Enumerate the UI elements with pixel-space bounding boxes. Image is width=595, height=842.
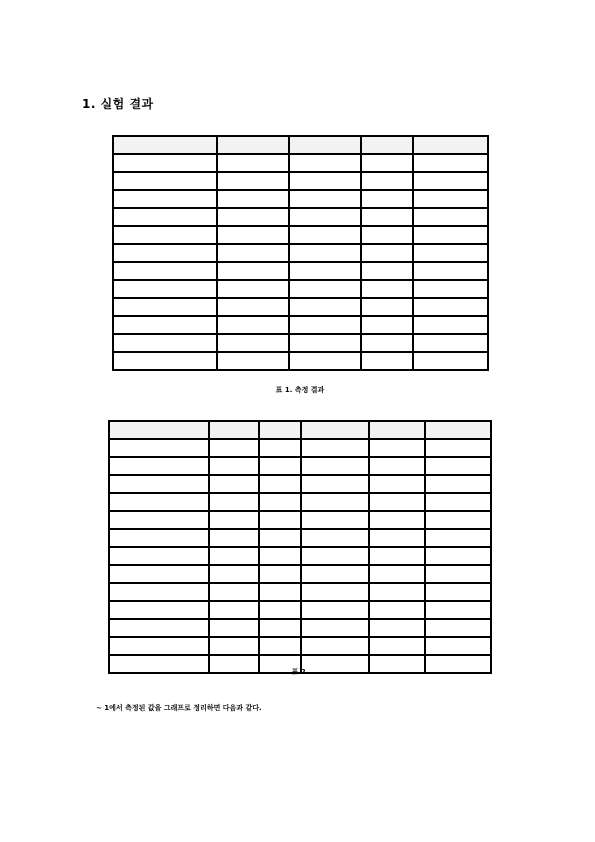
column-header <box>361 136 413 154</box>
table-row <box>109 637 491 655</box>
row-label <box>109 511 209 529</box>
row-label <box>113 244 217 262</box>
row-label <box>113 154 217 172</box>
table-cell <box>289 226 361 244</box>
row-label <box>109 547 209 565</box>
table-row <box>109 547 491 565</box>
row-label <box>113 298 217 316</box>
table-row <box>113 154 488 172</box>
table-cell <box>369 511 425 529</box>
row-label <box>113 334 217 352</box>
table-row <box>109 493 491 511</box>
table-row <box>113 316 488 334</box>
table-cell <box>289 352 361 370</box>
table-cell <box>361 298 413 316</box>
table-cell <box>361 190 413 208</box>
row-label <box>109 457 209 475</box>
table-header-row <box>113 136 488 154</box>
table-cell <box>209 439 259 457</box>
table-cell <box>361 226 413 244</box>
column-header <box>289 136 361 154</box>
row-label <box>109 619 209 637</box>
table-row <box>109 619 491 637</box>
table-row <box>113 244 488 262</box>
table-cell <box>361 280 413 298</box>
table-cell <box>217 154 289 172</box>
table-cell <box>413 352 488 370</box>
table-cell <box>413 262 488 280</box>
row-label <box>113 226 217 244</box>
table-row <box>109 457 491 475</box>
header-corner-cell <box>109 421 209 439</box>
table-row <box>113 262 488 280</box>
table-cell <box>209 547 259 565</box>
table-row <box>113 280 488 298</box>
table-row <box>113 352 488 370</box>
table-row <box>109 601 491 619</box>
table-cell <box>369 439 425 457</box>
column-header <box>301 421 369 439</box>
table-cell <box>413 172 488 190</box>
column-header <box>217 136 289 154</box>
row-label <box>109 439 209 457</box>
row-label <box>109 637 209 655</box>
table-cell <box>259 583 301 601</box>
table-cell <box>289 190 361 208</box>
table-cell <box>217 226 289 244</box>
table-row <box>113 334 488 352</box>
table-cell <box>425 601 491 619</box>
table-cell <box>217 208 289 226</box>
table-cell <box>369 529 425 547</box>
row-label <box>109 529 209 547</box>
table-cell <box>217 244 289 262</box>
table-cell <box>425 475 491 493</box>
table-cell <box>289 316 361 334</box>
table-cell <box>289 334 361 352</box>
table-cell <box>413 316 488 334</box>
table-cell <box>289 172 361 190</box>
table-cell <box>259 475 301 493</box>
table-cell <box>361 262 413 280</box>
row-label <box>113 280 217 298</box>
table-cell <box>217 352 289 370</box>
table-cell <box>301 457 369 475</box>
table-cell <box>209 529 259 547</box>
table-cell <box>301 439 369 457</box>
table-cell <box>425 511 491 529</box>
table-cell <box>289 208 361 226</box>
table-cell <box>413 280 488 298</box>
table-cell <box>209 457 259 475</box>
table-cell <box>369 457 425 475</box>
table-cell <box>289 244 361 262</box>
table-row <box>109 511 491 529</box>
row-label <box>109 475 209 493</box>
table-cell <box>361 154 413 172</box>
table-row <box>113 190 488 208</box>
table-cell <box>369 619 425 637</box>
table-row <box>109 583 491 601</box>
table-cell <box>369 493 425 511</box>
column-header <box>209 421 259 439</box>
table-cell <box>209 637 259 655</box>
table-cell <box>259 547 301 565</box>
table-cell <box>301 475 369 493</box>
row-label <box>113 262 217 280</box>
row-label <box>109 601 209 619</box>
table-cell <box>301 493 369 511</box>
table-cell <box>259 493 301 511</box>
table-cell <box>209 493 259 511</box>
table-cell <box>209 583 259 601</box>
column-header <box>369 421 425 439</box>
table-cell <box>217 316 289 334</box>
table-cell <box>413 334 488 352</box>
table-cell <box>259 601 301 619</box>
table-cell <box>289 262 361 280</box>
column-header <box>413 136 488 154</box>
table-cell <box>259 637 301 655</box>
table-cell <box>413 244 488 262</box>
table-cell <box>289 154 361 172</box>
table-cell <box>425 547 491 565</box>
header-corner-cell <box>113 136 217 154</box>
table-row <box>109 439 491 457</box>
table-cell <box>217 334 289 352</box>
table-cell <box>369 637 425 655</box>
table-cell <box>301 619 369 637</box>
table-cell <box>259 619 301 637</box>
row-label <box>113 208 217 226</box>
table-cell <box>217 190 289 208</box>
table-cell <box>301 601 369 619</box>
results-table-1 <box>112 135 489 371</box>
table-cell <box>369 475 425 493</box>
table-cell <box>361 316 413 334</box>
table-cell <box>259 511 301 529</box>
table-cell <box>259 529 301 547</box>
table-1-caption: 표 1. 측정 결과 <box>275 386 325 394</box>
table-row <box>109 565 491 583</box>
table-cell <box>209 511 259 529</box>
table-cell <box>217 172 289 190</box>
table-cell <box>209 619 259 637</box>
table-cell <box>289 280 361 298</box>
table-cell <box>209 475 259 493</box>
table-cell <box>425 457 491 475</box>
table-cell <box>361 334 413 352</box>
table-cell <box>425 637 491 655</box>
table-cell <box>413 190 488 208</box>
table-cell <box>369 565 425 583</box>
table-row <box>113 208 488 226</box>
column-header <box>425 421 491 439</box>
row-label <box>113 190 217 208</box>
table-cell <box>369 583 425 601</box>
table-cell <box>289 298 361 316</box>
table-cell <box>301 547 369 565</box>
table-cell <box>301 511 369 529</box>
table-cell <box>361 208 413 226</box>
table-row <box>113 172 488 190</box>
table-cell <box>425 529 491 547</box>
table-cell <box>209 601 259 619</box>
row-label <box>109 565 209 583</box>
table-cell <box>361 352 413 370</box>
table-row <box>109 475 491 493</box>
table-cell <box>425 493 491 511</box>
table-2-caption: 표 2. <box>291 668 309 676</box>
table-cell <box>361 172 413 190</box>
table-header-row <box>109 421 491 439</box>
table-cell <box>301 529 369 547</box>
table-row <box>113 298 488 316</box>
table-cell <box>425 583 491 601</box>
row-label <box>113 316 217 334</box>
section-heading: 1. 실험 결과 <box>82 97 154 111</box>
table-cell <box>209 565 259 583</box>
table-cell <box>259 457 301 475</box>
table-cell <box>413 154 488 172</box>
table-cell <box>301 637 369 655</box>
table-row <box>109 529 491 547</box>
table-cell <box>217 280 289 298</box>
results-table-2 <box>108 420 492 674</box>
table-cell <box>361 244 413 262</box>
table-cell <box>425 565 491 583</box>
table-cell <box>301 583 369 601</box>
table-cell <box>217 298 289 316</box>
results-note: ~ 1에서 측정된 값을 그래프로 정리하면 다음과 같다. <box>96 704 262 712</box>
table-cell <box>413 226 488 244</box>
table-cell <box>259 565 301 583</box>
column-header <box>259 421 301 439</box>
table-cell <box>425 439 491 457</box>
table-cell <box>413 208 488 226</box>
row-label <box>113 352 217 370</box>
table-cell <box>259 439 301 457</box>
row-label <box>109 583 209 601</box>
table-cell <box>369 547 425 565</box>
table-cell <box>413 298 488 316</box>
table-cell <box>217 262 289 280</box>
table-cell <box>301 565 369 583</box>
row-label <box>113 172 217 190</box>
table-cell <box>425 619 491 637</box>
row-label <box>109 493 209 511</box>
table-cell <box>369 601 425 619</box>
table-row <box>113 226 488 244</box>
